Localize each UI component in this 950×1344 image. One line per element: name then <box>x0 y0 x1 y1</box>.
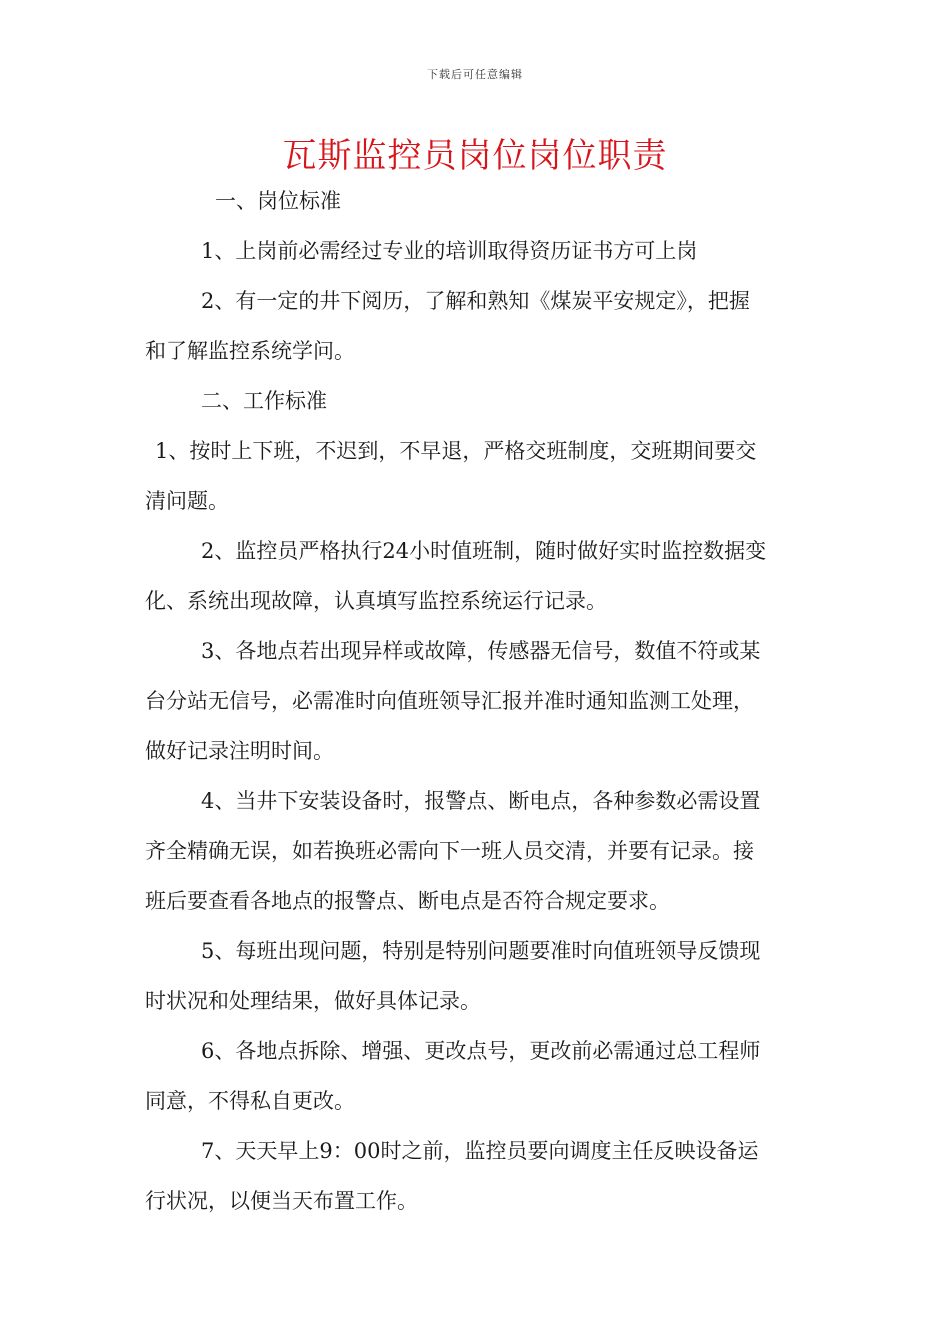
paragraph-line: 同意，不得私自更改。 <box>145 1089 355 1113</box>
paragraph-line: 齐全精确无误，如若换班必需向下一班人员交清，并要有记录。接 <box>145 839 754 863</box>
paragraph-line: 4、当井下安装设备时，报警点、断电点，各种参数必需设置 <box>201 789 761 813</box>
paragraph-line: 和了解监控系统学问。 <box>145 339 355 363</box>
paragraph-line: 台分站无信号，必需准时向值班领导汇报并准时通知监测工处理， <box>145 689 754 713</box>
paragraph-line: 做好记录注明时间。 <box>145 739 334 763</box>
paragraph-line: 1、按时上下班，不迟到，不早退，严格交班制度，交班期间要交 <box>155 439 757 463</box>
paragraph-line: 班后要查看各地点的报警点、断电点是否符合规定要求。 <box>145 889 670 913</box>
paragraph-line: 行状况，以便当天布置工作。 <box>145 1189 418 1213</box>
paragraph-line: 化、系统出现故障，认真填写监控系统运行记录。 <box>145 589 607 613</box>
paragraph-line: 3、各地点若出现异样或故障，传感器无信号，数值不符或某 <box>201 639 761 663</box>
paragraph-line: 2、监控员严格执行24小时值班制，随时做好实时监控数据变 <box>201 539 767 563</box>
paragraph-line: 7、天天早上9：00时之前，监控员要向调度主任反映设备运 <box>201 1139 759 1163</box>
header-note: 下载后可任意编辑 <box>427 68 523 81</box>
paragraph-line: 清问题。 <box>145 489 229 513</box>
paragraph-line: 5、每班出现问题，特别是特别问题要准时向值班领导反馈现 <box>201 939 761 963</box>
document-body <box>145 176 810 1226</box>
paragraph-line: 2、有一定的井下阅历，了解和熟知《煤炭平安规定》，把握 <box>201 289 750 313</box>
section-heading-standards: 一、岗位标准 <box>215 189 341 213</box>
paragraph-line: 时状况和处理结果，做好具体记录。 <box>145 989 481 1013</box>
section-heading-work: 二、工作标准 <box>201 389 327 413</box>
paragraph-line: 1、上岗前必需经过专业的培训取得资历证书方可上岗 <box>201 239 698 263</box>
document-title: 瓦斯监控员岗位岗位职责 <box>282 136 668 176</box>
paragraph-line: 6、各地点拆除、增强、更改点号，更改前必需通过总工程师 <box>201 1039 761 1063</box>
